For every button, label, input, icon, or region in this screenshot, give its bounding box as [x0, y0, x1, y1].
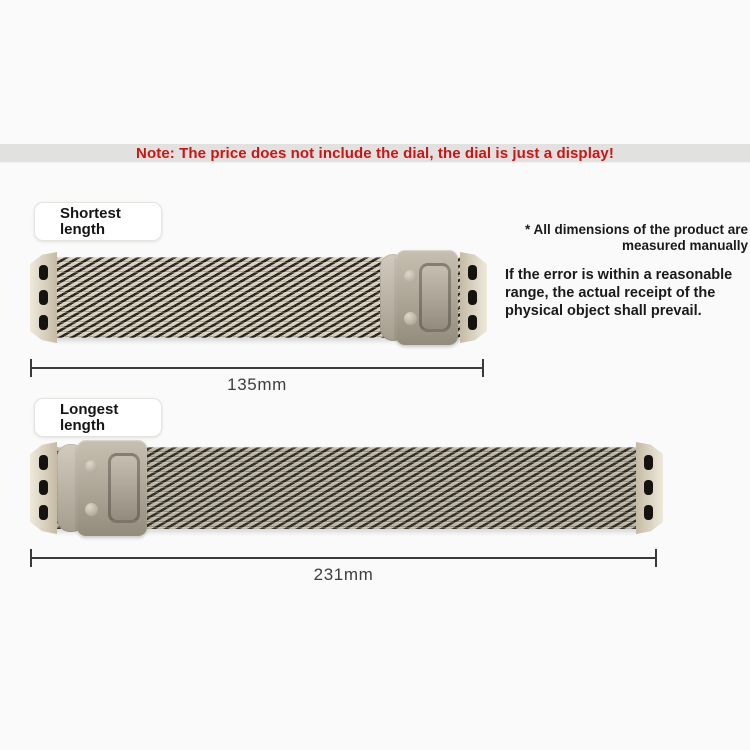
watch-lug-adapter-right	[460, 252, 487, 343]
lug-slot	[644, 505, 653, 520]
watch-lug-adapter-left	[30, 442, 57, 534]
callout-longest-line1: Longest	[60, 401, 119, 418]
dimension-label-shortest: 135mm	[227, 375, 287, 394]
clasp-rivet	[85, 460, 98, 473]
clasp-latch	[108, 453, 140, 523]
callout-longest-line2: length	[60, 417, 105, 434]
watch-lug-adapter-right	[636, 442, 663, 534]
shortest-length-callout	[34, 202, 162, 241]
dimension-line-shortest	[30, 367, 484, 394]
clasp-rivet	[85, 503, 98, 516]
dimension-label-longest: 231mm	[313, 565, 374, 584]
dimension-line-longest	[30, 557, 657, 584]
lug-slot	[39, 455, 48, 470]
lug-slot	[468, 290, 477, 305]
clasp-latch	[419, 263, 451, 332]
magnetic-clasp	[396, 250, 458, 345]
lug-slot	[39, 315, 48, 330]
lug-slot	[644, 480, 653, 495]
callout-shortest-line2: length	[60, 221, 105, 238]
note-banner	[0, 144, 750, 163]
magnetic-clasp	[77, 440, 147, 536]
watch-lug-adapter-left	[30, 252, 57, 343]
watch-band-shortest-image	[30, 250, 487, 345]
lug-slot	[39, 505, 48, 520]
disclaimer-error-text: If the error is within a reasonable range, the actual receipt of the physical object shall prevail.	[505, 267, 733, 319]
lug-slot	[644, 455, 653, 470]
note-text: Note: The price does not include the dial, the dial is just a display!	[136, 144, 614, 162]
lug-slot	[468, 265, 477, 280]
lug-slot	[39, 290, 48, 305]
clasp-rivet	[404, 312, 417, 325]
callout-shortest-line1: Shortest	[60, 205, 121, 222]
watch-band-longest-image	[30, 440, 663, 536]
disclaimer-measured-text: * All dimensions of the product are measured manually	[524, 222, 748, 253]
disclaimer-block	[505, 222, 748, 320]
lug-slot	[39, 480, 48, 495]
longest-length-callout	[34, 398, 162, 437]
clasp-rivet	[404, 270, 417, 283]
lug-slot	[39, 265, 48, 280]
lug-slot	[468, 315, 477, 330]
